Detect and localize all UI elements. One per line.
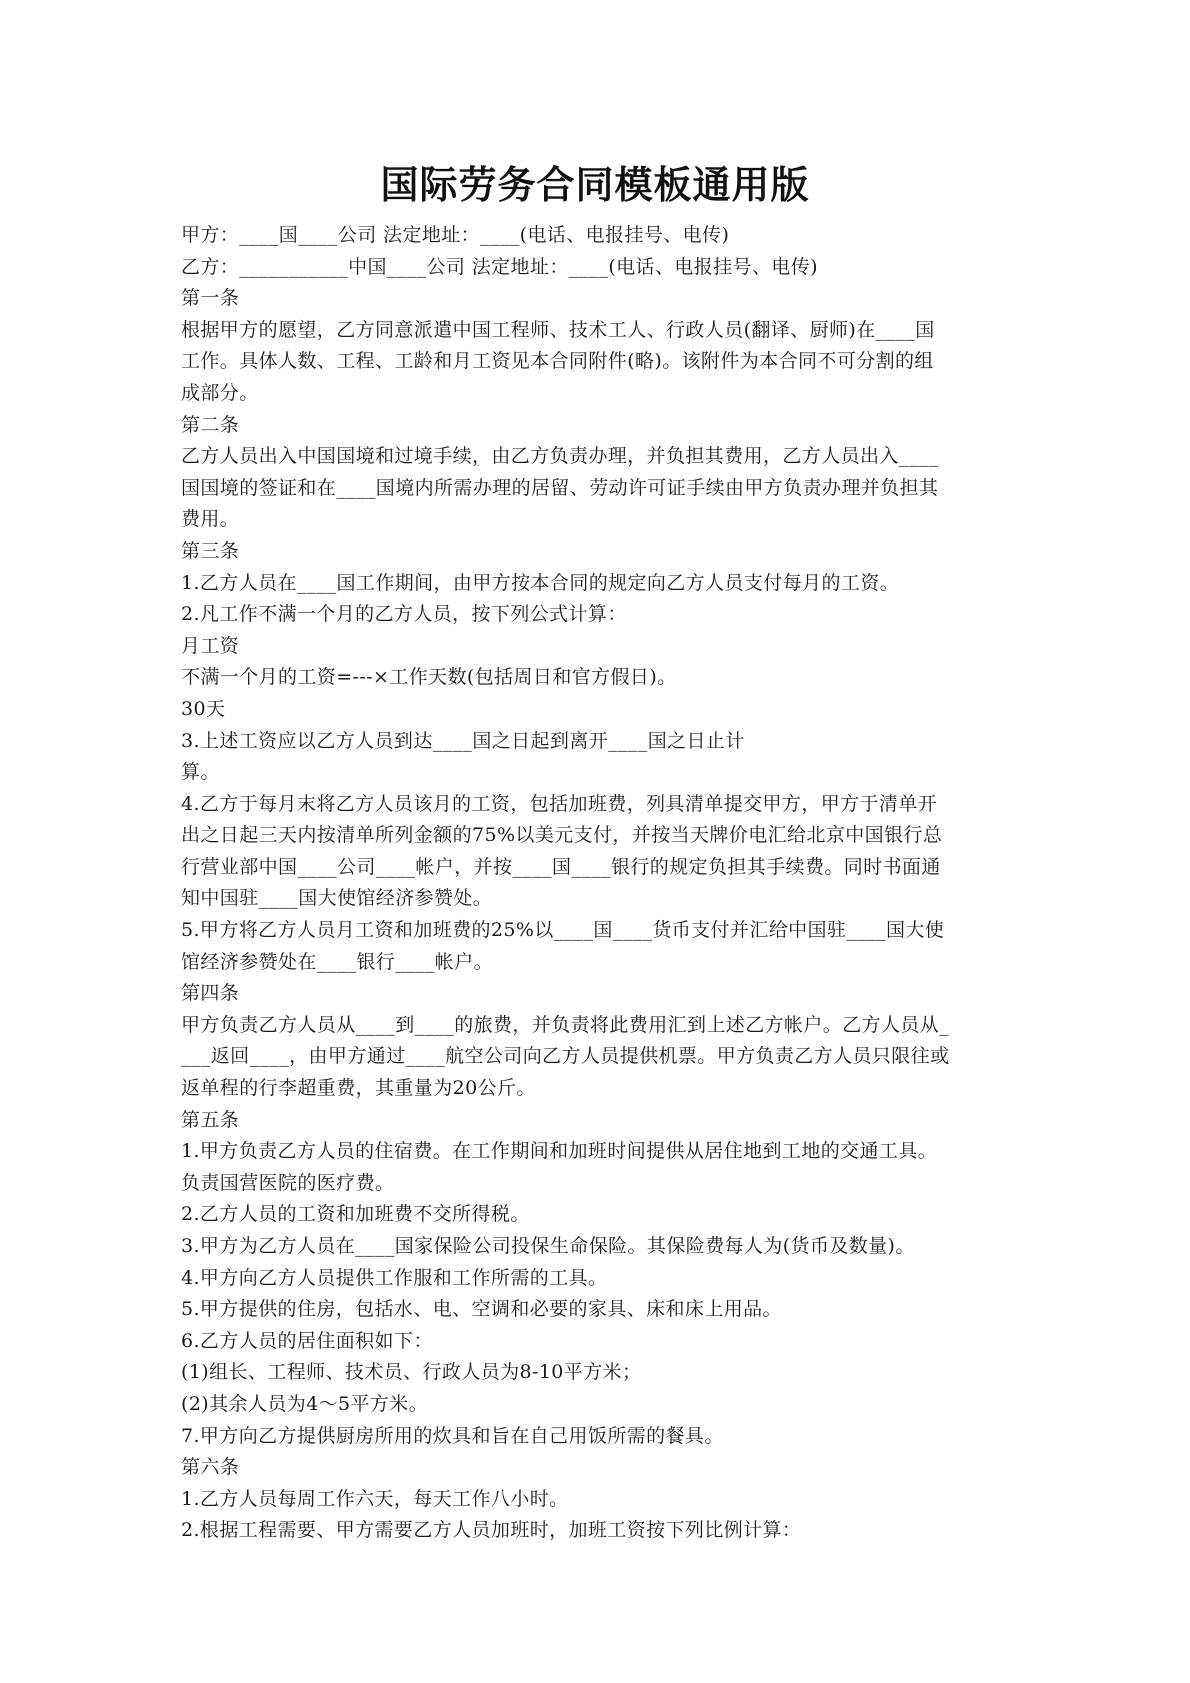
paragraph-line: 3.上述工资应以乙方人员到达____国之日起到离开____国之日止计 [181,729,745,752]
paragraph-line: 不满一个月的工资=---×工作天数(包括周日和官方假日)。 [181,666,677,689]
paragraph-line: 2.乙方人员的工资和加班费不交所得税。 [181,1203,530,1226]
article-heading: 第三条 [181,539,240,562]
paragraph-line: 负责国营医院的医疗费。 [181,1171,395,1194]
paragraph-line: 1.乙方人员在____国工作期间，由甲方按本合同的规定向乙方人员支付每月的工资。 [181,571,900,594]
paragraph-line: 30天 [181,697,226,720]
paragraph-line: 根据甲方的愿望，乙方同意派遣中国工程师、技术工人、行政人员(翻译、厨师)在____国 [181,318,935,341]
paragraph-line: 月工资 [181,634,240,657]
paragraph-line: 5.甲方提供的住房，包括水、电、空调和必要的家具、床和床上用品。 [181,1298,782,1321]
document-body [181,220,1021,1547]
paragraph-line: 行营业部中国____公司____帐户，并按____国____银行的规定负担其手续费。同时书面通 [181,855,941,878]
paragraph-line: 国国境的签证和在____国境内所需办理的居留、劳动许可证手续由甲方负责办理并负担其 [181,476,939,499]
paragraph-line: 5.甲方将乙方人员月工资和加班费的25%以____国____货币支付并汇给中国驻____国大使 [181,919,945,942]
paragraph-line: 4.乙方于每月末将乙方人员该月的工资，包括加班费，列具清单提交甲方，甲方于清单开 [181,792,938,815]
article-heading: 第二条 [181,413,240,436]
paragraph-line: 工作。具体人数、工程、工龄和月工资见本合同附件(略)。该附件为本合同不可分割的组 [181,350,934,373]
paragraph-line: 算。 [181,761,220,784]
paragraph-line: 1.乙方人员每周工作六天，每天工作八小时。 [181,1487,569,1510]
paragraph-line: 3.甲方为乙方人员在____国家保险公司投保生命保险。其保险费每人为(货币及数量)。 [181,1235,915,1257]
paragraph-line: 乙方人员出入中国国境和过境手续，由乙方负责办理，并负担其费用，乙方人员出入____ [181,445,939,468]
paragraph-line: 6.乙方人员的居住面积如下： [181,1329,433,1352]
article-heading: 第五条 [181,1108,240,1131]
paragraph-line: (1)组长、工程师、技术员、行政人员为8-10平方米； [181,1361,642,1384]
paragraph-line: 2.凡工作不满一个月的乙方人员，按下列公式计算： [181,603,627,626]
paragraph-line: 馆经济参赞处在____银行____帐户。 [181,950,494,973]
paragraph-line: (2)其余人员为4～5平方米。 [181,1392,429,1415]
paragraph-line: 7.甲方向乙方提供厨房所用的炊具和旨在自己用饭所需的餐具。 [181,1424,724,1447]
paragraph-line: 出之日起三天内按清单所列金额的75%以美元支付，并按当天牌价电汇给北京中国银行总 [181,824,943,847]
article-heading: 第四条 [181,982,240,1005]
party-a-line: 甲方：____国____公司 法定地址：____(电话、电报挂号、电传) [181,224,730,246]
paragraph-line: 1.甲方负责乙方人员的住宿费。在工作期间和加班时间提供从居住地到工地的交通工具。 [181,1140,938,1163]
party-b-line: 乙方：___________中国____公司 法定地址：____(电话、电报挂号、电传) [181,255,818,278]
paragraph-line: 甲方负责乙方人员从____到____的旅费，并负责将此费用汇到上述乙方帐户。乙方人员从_ [181,1013,950,1036]
paragraph-line: 费用。 [181,508,240,531]
paragraph-line: 返单程的行李超重费，其重量为20公斤。 [181,1077,536,1100]
paragraph-line: ___返回____，由甲方通过____航空公司向乙方人员提供机票。甲方负责乙方人员只限往或 [181,1045,950,1068]
paragraph-line: 成部分。 [181,381,259,404]
article-heading: 第一条 [181,287,240,310]
paragraph-line: 2.根据工程需要、甲方需要乙方人员加班时，加班工资按下列比例计算： [181,1519,802,1542]
article-heading: 第六条 [181,1456,240,1479]
paragraph-line: 知中国驻____国大使馆经济参赞处。 [181,887,493,910]
document-title: 国际劳务合同模板通用版 [380,163,810,207]
paragraph-line: 4.甲方向乙方人员提供工作服和工作所需的工具。 [181,1266,608,1289]
